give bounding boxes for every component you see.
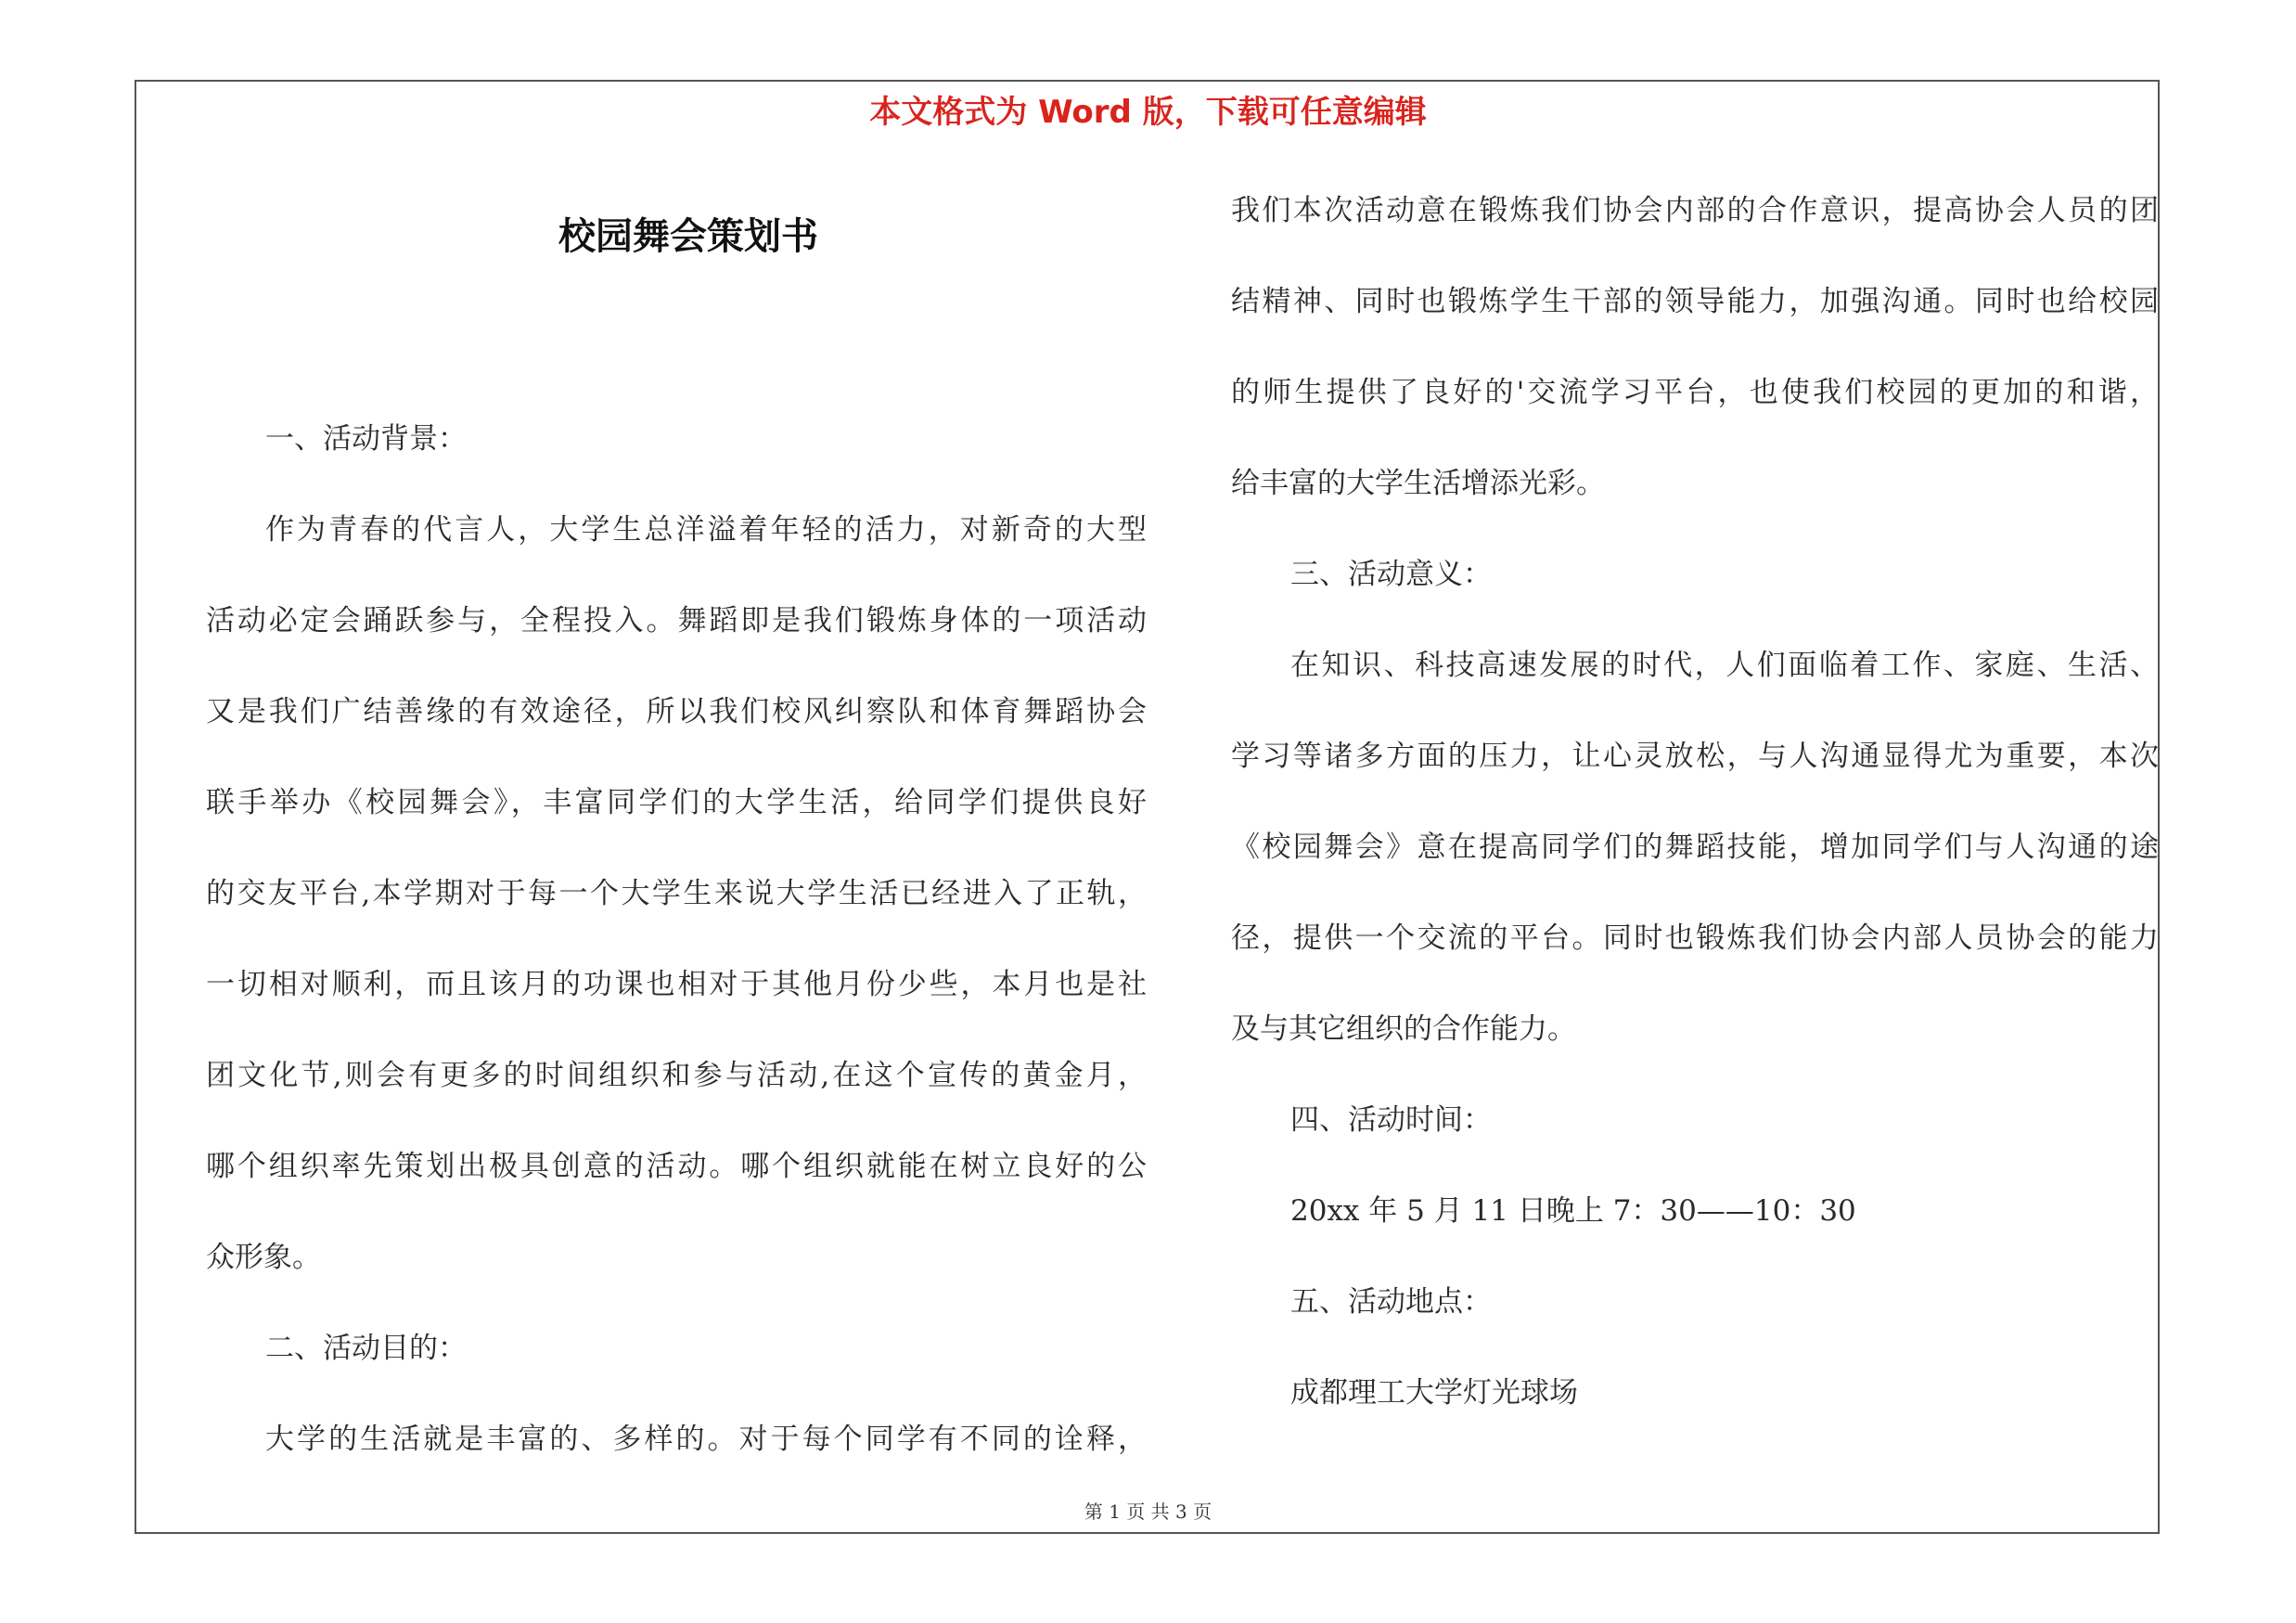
paragraph-line: 给丰富的大学生活增添光彩。 — [1231, 467, 1605, 500]
section-heading-location: 五、活动地点： — [1290, 1285, 1492, 1319]
word-format-banner: 本文格式为 Word 版，下载可任意编辑 — [869, 94, 1427, 131]
section-heading-significance: 三、活动意义： — [1290, 558, 1492, 591]
section-heading-time: 四、活动时间： — [1290, 1103, 1492, 1137]
paragraph-line: 学习等诸多方面的压力，让心灵放松，与人沟通显得尤为重要，本次 — [1231, 740, 2159, 773]
event-location: 成都理工大学灯光球场 — [1290, 1376, 1578, 1410]
paragraph-line: 在知识、科技高速发展的时代，人们面临着工作、家庭、生活、 — [1290, 649, 2159, 682]
paragraph-line: 结精神、同时也锻炼学生干部的领导能力，加强沟通。同时也给校园 — [1231, 285, 2159, 318]
paragraph-line: 作为青春的代言人，大学生总洋溢着年轻的活力，对新奇的大型 — [265, 513, 1147, 547]
page-number-footer: 第 1 页 共 3 页 — [1084, 1501, 1212, 1523]
paragraph-line: 又是我们广结善缘的有效途径，所以我们校风纠察队和体育舞蹈协会 — [206, 695, 1147, 728]
paragraph-line: 的师生提供了良好的'交流学习平台，也使我们校园的更加的和谐， — [1231, 376, 2159, 409]
event-time: 20xx 年 5 月 11 日晚上 7：30——10：30 — [1290, 1194, 1856, 1228]
section-heading-background: 一、活动背景： — [265, 422, 467, 456]
paragraph-line: 团文化节,则会有更多的时间组织和参与活动,在这个宣传的黄金月， — [206, 1059, 1147, 1092]
paragraph-line: 《校园舞会》意在提高同学们的舞蹈技能，增加同学们与人沟通的途 — [1231, 831, 2159, 864]
paragraph-line: 的交友平台,本学期对于每一个大学生来说大学生活已经进入了正轨， — [206, 877, 1147, 910]
paragraph-line: 联手举办《校园舞会》，丰富同学们的大学生活，给同学们提供良好 — [206, 786, 1147, 819]
paragraph-line: 径，提供一个交流的平台。同时也锻炼我们协会内部人员协会的能力 — [1231, 921, 2159, 955]
paragraph-line: 活动必定会踊跃参与，全程投入。舞蹈即是我们锻炼身体的一项活动 — [206, 604, 1147, 638]
paragraph-line: 众形象。 — [206, 1241, 321, 1274]
paragraph-line: 哪个组织率先策划出极具创意的活动。哪个组织就能在树立良好的公 — [206, 1150, 1147, 1183]
paragraph-line: 一切相对顺利，而且该月的功课也相对于其他月份少些，本月也是社 — [206, 968, 1147, 1001]
paragraph-line: 大学的生活就是丰富的、多样的。对于每个同学有不同的诠释， — [265, 1423, 1147, 1456]
paragraph-line: 及与其它组织的合作能力。 — [1231, 1012, 1576, 1046]
section-heading-purpose: 二、活动目的： — [265, 1332, 467, 1365]
paragraph-line: 我们本次活动意在锻炼我们协会内部的合作意识，提高协会人员的团 — [1231, 194, 2159, 227]
document-title: 校园舞会策划书 — [558, 214, 818, 258]
